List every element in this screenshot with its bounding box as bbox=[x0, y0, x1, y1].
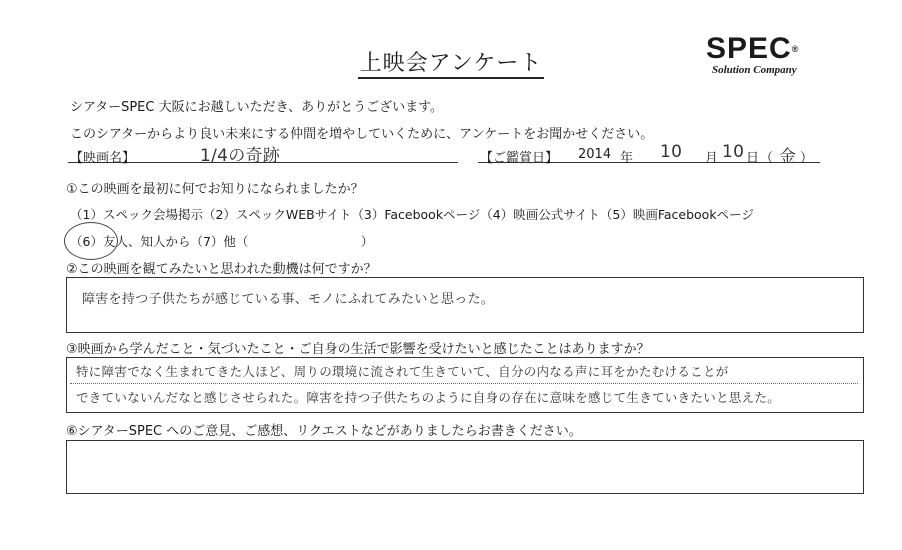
selected-option-circle bbox=[64, 222, 118, 260]
intro-line-1: シアターSPEC 大阪にお越しいただき、ありがとうございます。 bbox=[70, 100, 444, 115]
year-unit: 年 bbox=[620, 151, 634, 166]
date-label: 【ご鑑賞日】 bbox=[480, 151, 559, 166]
weekday-handwritten: 金 bbox=[779, 147, 797, 167]
q1-options-line-1: （1）スペック会場掲示（2）スペックWEBサイト（3）Facebookページ（4）映画公式サイト（5）映画Facebookページ bbox=[70, 207, 754, 222]
date-month-handwritten: 10 bbox=[660, 142, 683, 162]
question-6: ⑥シアターSPEC へのご意見、ご感想、リクエストなどがありましたらお書きください。 bbox=[66, 424, 582, 439]
movie-label: 【映画名】 bbox=[70, 151, 136, 166]
question-3: ③映画から学んだこと・気づいたこと・ご自身の生活で影響を受けたいと感じたことはありますか？ bbox=[66, 342, 650, 357]
date-day-handwritten: 10 bbox=[722, 142, 745, 162]
q1-options-line-2: （6）友人、知人から（7）他（ ） bbox=[70, 234, 374, 249]
q3-ruled-line bbox=[70, 383, 858, 384]
logo-text: SPEC bbox=[706, 32, 792, 65]
date-year: 2014 bbox=[578, 147, 612, 162]
question-1: ①この映画を最初に何でお知りになられましたか？ bbox=[66, 182, 364, 197]
intro-line-2: このシアターからより良い未来にする仲間を増やしていくために、アンケートをお聞かせください。 bbox=[70, 127, 654, 142]
registered-mark: ® bbox=[791, 44, 800, 54]
q3-answer-line-2: できていないんだなと感じさせられた。障害を持つ子供たちのように自身の存在に意味を感じて生きていきたいと思えた。 bbox=[76, 390, 781, 405]
logo-subtitle: Solution Company bbox=[712, 64, 797, 76]
movie-title-handwritten: 1/4の奇跡 bbox=[200, 146, 281, 166]
weekday-paren-close: ） bbox=[800, 151, 814, 166]
q2-answer-handwritten: 障害を持つ子供たちが感じている事、モノにふれてみたいと思った。 bbox=[82, 292, 495, 307]
survey-title: 上映会アンケート bbox=[0, 46, 902, 77]
question-2: ②この映画を観てみたいと思われた動機は何ですか？ bbox=[66, 262, 377, 277]
spec-logo bbox=[706, 34, 836, 76]
weekday-paren-open: （ bbox=[760, 151, 774, 166]
q6-answer-box[interactable] bbox=[66, 440, 864, 494]
q3-answer-line-1: 特に障害でなく生まれてきた人ほど、周りの環境に流されて生きていて、自分の内なる声に耳をかたむけることが bbox=[76, 364, 729, 379]
month-unit: 月 bbox=[705, 151, 719, 166]
day-unit: 日 bbox=[746, 151, 760, 166]
